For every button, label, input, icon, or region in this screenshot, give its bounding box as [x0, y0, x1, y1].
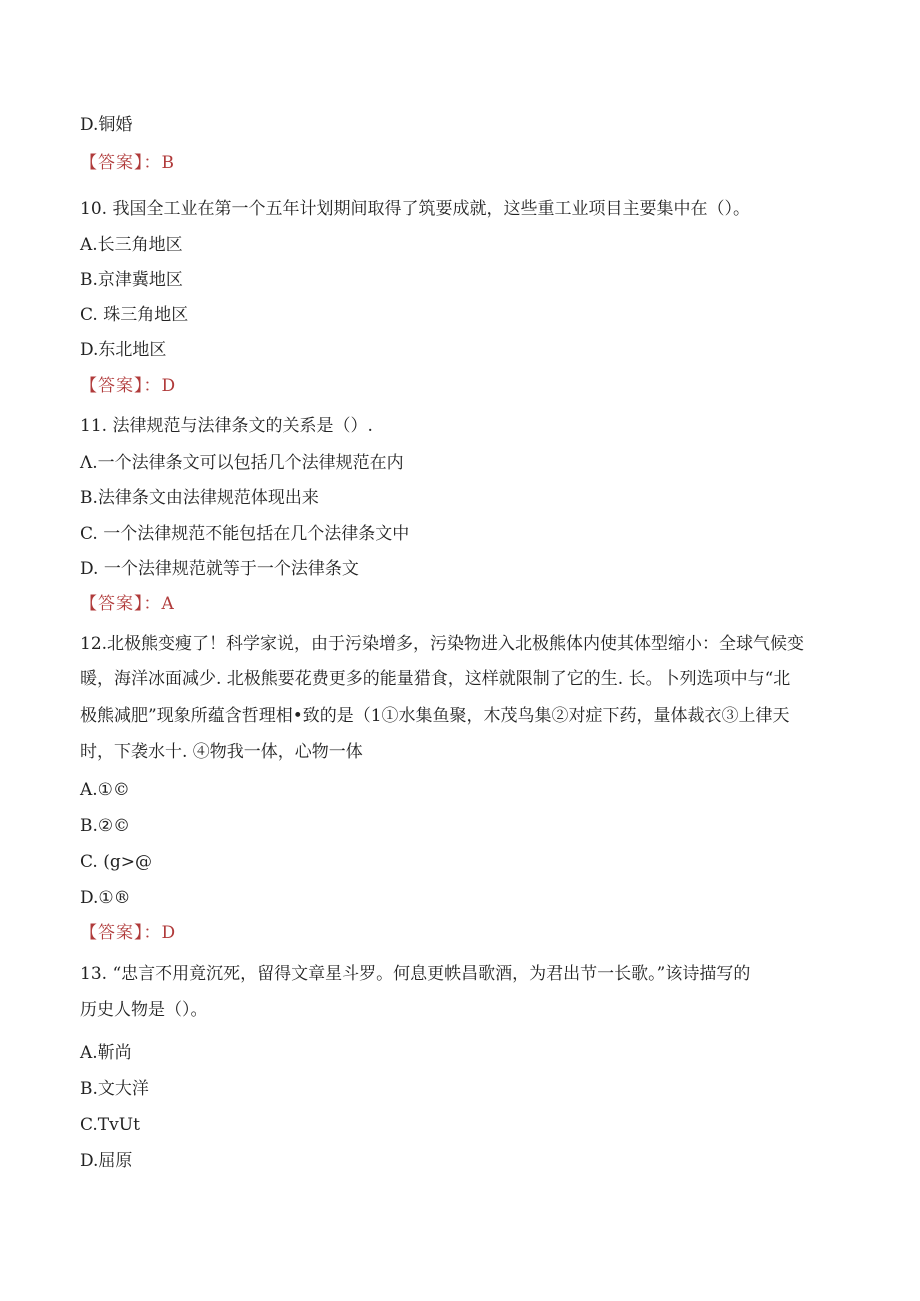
option-c-q11: C. 一个法律规范不能包括在几个法律条文中 — [80, 524, 410, 544]
option-d-q11: D. 一个法律规范就等于一个法律条文 — [80, 559, 359, 579]
option-a-q12: A.①© — [80, 780, 130, 800]
option-d-q12: D.①® — [80, 888, 131, 908]
option-a-q13: A.靳尚 — [80, 1043, 132, 1063]
answer-q11: 【答案】：A — [80, 594, 175, 614]
option-c-q13: C.TvUt — [80, 1115, 140, 1135]
option-c-q12: C. (g>@ — [80, 852, 152, 872]
answer-q9: 【答案】：B — [80, 153, 175, 173]
question-13-line-2: 历史人物是（）。 — [80, 1000, 208, 1020]
option-b-q11: B.法律条文由法律规范体现出来 — [80, 488, 319, 508]
question-12-line-1: 12.北极熊变瘦了！科学家说，由于污染增多，污染物进入北极熊体内使其体型缩小：全球气候变 — [80, 634, 805, 654]
question-12-line-2: 暖，海洋冰面减少. 北极熊要花费更多的能量猎食，这样就限制了它的生. 长。卜列选项中与“北 — [80, 669, 791, 689]
option-b-q13: B.文大洋 — [80, 1079, 149, 1099]
option-a-q10: A.长三角地区 — [80, 235, 183, 255]
option-d-q13: D.屈原 — [80, 1151, 133, 1171]
question-12-line-4: 时，下袭水十. ④物我一体，心物一体 — [80, 742, 363, 762]
answer-q10: 【答案】：D — [80, 376, 177, 396]
option-a-q11: Λ.一个法律条文可以包括几个法律规范在内 — [80, 453, 404, 473]
question-11: 11. 法律规范与法律条文的关系是（）. — [80, 416, 373, 436]
answer-q12: 【答案】：D — [80, 923, 177, 943]
option-b-q10: B.京津冀地区 — [80, 270, 183, 290]
option-d-q10: D.东北地区 — [80, 340, 167, 360]
question-12-line-3: 极熊减肥”现象所蕴含哲理相•致的是（1①水集鱼聚，木茂鸟集②对症下药，量体裁衣③上律天 — [80, 706, 790, 726]
question-10: 10. 我国全工业在第一个五年计划期间取得了筑要成就，这些重工业项目主要集中在（）。 — [80, 199, 750, 219]
option-c-q10: C. 珠三角地区 — [80, 305, 189, 325]
question-13-line-1: 13. “忠言不用竟沉死，留得文章星斗罗。何息更帙昌歌酒，为君出节一长歌。”该诗描写的 — [80, 964, 751, 984]
option-d-q9: D.铜婚 — [80, 115, 133, 135]
option-b-q12: B.②© — [80, 816, 131, 836]
